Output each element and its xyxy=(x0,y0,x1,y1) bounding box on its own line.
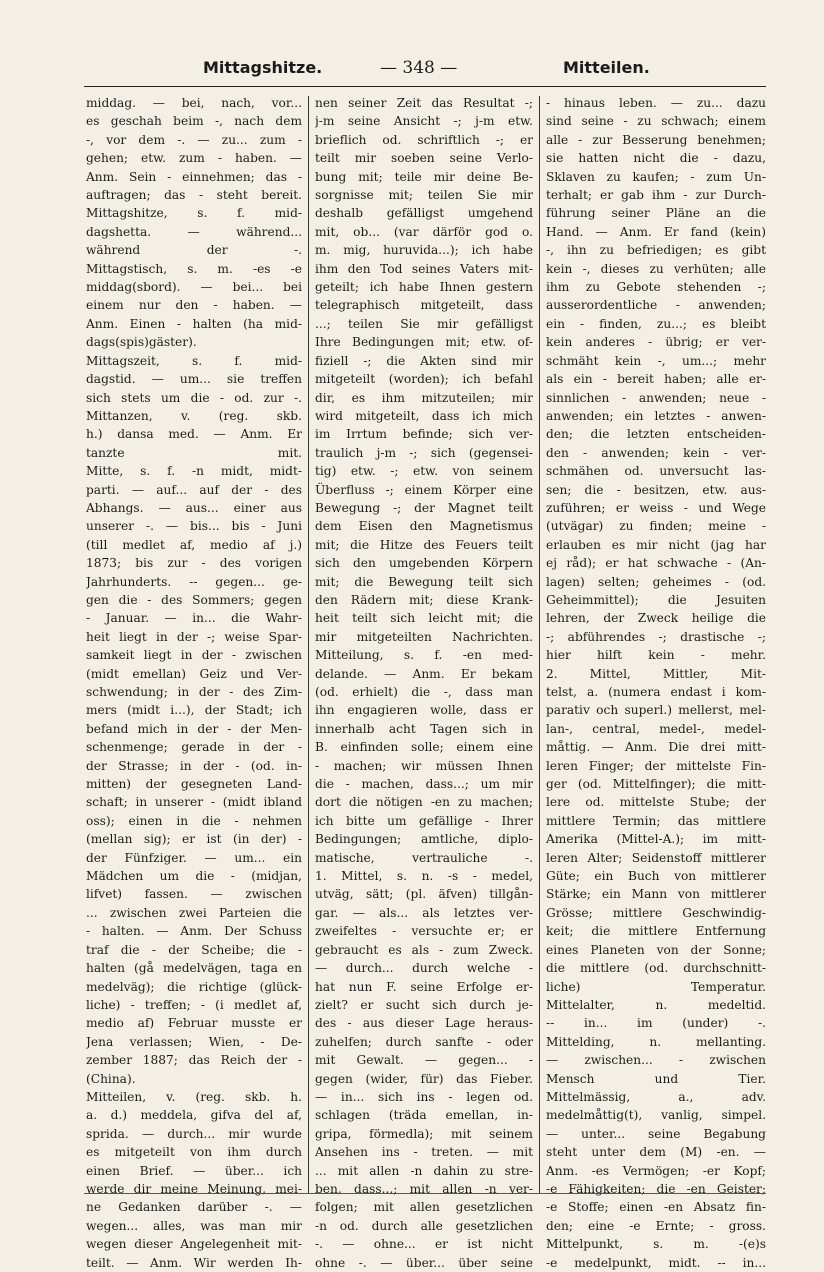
text-line: folgen; mit allen gesetzlichen xyxy=(315,1200,533,1215)
text-line: (till medlet af, medio af j.) xyxy=(86,537,302,552)
text-line: während der -. xyxy=(86,243,302,258)
text-line: -e Stoffe; einen -en Absatz fin- xyxy=(546,1200,766,1215)
text-line: Stärke; ein Mann von mittlerer xyxy=(546,887,766,902)
text-line: telegraphisch mitgeteilt, dass xyxy=(315,298,533,313)
text-line: -, ihn zu befriedigen; es gibt xyxy=(546,243,766,258)
text-line: es geschah beim -, nach dem xyxy=(86,114,302,129)
text-line: liche) Temperatur. xyxy=(546,979,766,994)
text-line: führung seiner Pläne an die xyxy=(546,206,766,221)
text-line: gar. — als... als letztes ver- xyxy=(315,905,533,920)
text-line: mit Gewalt. — gegen... - xyxy=(315,1053,533,1068)
text-line: — in... sich ins - legen od. xyxy=(315,1089,533,1104)
text-line: es mitgeteilt von ihm durch xyxy=(86,1145,302,1160)
text-line: -e Fähigkeiten; die -en Geister; xyxy=(546,1181,766,1196)
text-line: kein -, dieses zu verhüten; alle xyxy=(546,261,766,276)
text-line: anwenden; ein letztes - anwen- xyxy=(546,408,766,423)
text-line: utväg, sätt; (pl. äfven) tillgån- xyxy=(315,887,533,902)
text-line: deshalb gefälligst umgehend xyxy=(315,206,533,221)
text-line: mit; die Bewegung teilt sich xyxy=(315,574,533,589)
text-line: den; die letzten entscheiden- xyxy=(546,427,766,442)
text-line: samkeit liegt in der - zwischen xyxy=(86,648,302,663)
text-line: gehen; etw. zum - haben. — xyxy=(86,151,302,166)
text-line: schlagen (träda emellan, in- xyxy=(315,1108,533,1123)
text-line: mit, ob... (var därför god o. xyxy=(315,224,533,239)
text-line: unserer -. — bis... bis - Juni xyxy=(86,519,302,534)
text-line: bung mit; teile mir deine Be- xyxy=(315,169,533,184)
text-line: Ansehen ins - treten. — mit xyxy=(315,1145,533,1160)
text-line: Amerika (Mittel-A.); im mitt- xyxy=(546,832,766,847)
text-line: schenmenge; gerade in der - xyxy=(86,740,302,755)
text-line: Sklaven zu kaufen; - zum Un- xyxy=(546,169,766,184)
text-line: dort die nötigen -en zu machen; xyxy=(315,795,533,810)
text-line: Mittagshitze, s. f. mid- xyxy=(86,206,302,221)
text-line: der Strasse; in der - (od. in- xyxy=(86,758,302,773)
text-line: oss); einen in die - nehmen xyxy=(86,813,302,828)
text-line: ... zwischen zwei Parteien die xyxy=(86,905,302,920)
text-line: ich bitte um gefällige - Ihrer xyxy=(315,813,533,828)
text-line: tig) etw. -; etw. von seinem xyxy=(315,464,533,479)
text-line: ein - finden, zu...; es bleibt xyxy=(546,316,766,331)
text-line: Grösse; mittlere Geschwindig- xyxy=(546,905,766,920)
text-line: Jahrhunderts. -- gegen... ge- xyxy=(86,574,302,589)
text-line: dagshetta. — während... xyxy=(86,224,302,239)
text-line: måttig. — Anm. Die drei mitt- xyxy=(546,740,766,755)
text-line: die mittlere (od. durchschnitt- xyxy=(546,961,766,976)
text-line: erlauben es mir nicht (jag har xyxy=(546,537,766,552)
text-line: lere od. mittelste Stube; der xyxy=(546,795,766,810)
text-line: auftragen; das - steht bereit. xyxy=(86,188,302,203)
text-line: heit teilt sich leicht mit; die xyxy=(315,611,533,626)
text-line: ihn engagieren wolle, dass er xyxy=(315,703,533,718)
text-line: — durch... durch welche - xyxy=(315,961,533,976)
text-line: den Rädern mit; diese Krank- xyxy=(315,592,533,607)
running-head-right: Mitteilen. xyxy=(563,58,650,77)
text-line: Mittanzen, v. (reg. skb. xyxy=(86,408,302,423)
text-line: sinnlichen - anwenden; neue - xyxy=(546,390,766,405)
text-line: -. — ohne... er ist nicht xyxy=(315,1237,533,1252)
text-line: h.) dansa med. — Anm. Er xyxy=(86,427,302,442)
text-line: traulich j-m -; sich (gegensei- xyxy=(315,445,533,460)
text-line: Mädchen um die - (midjan, xyxy=(86,869,302,884)
text-line: gebraucht es als - zum Zweck. xyxy=(315,942,533,957)
text-line: innerhalb acht Tagen sich in xyxy=(315,721,533,736)
column-3 xyxy=(546,94,766,1272)
text-line: lehren, der Zweck heilige die xyxy=(546,611,766,626)
text-line: dir, es ihm mitzuteilen; mir xyxy=(315,390,533,405)
text-line: Anm. -es Vermögen; -er Kopf; xyxy=(546,1163,766,1178)
text-line: ohne -. — über... über seine xyxy=(315,1255,533,1270)
text-line: Mitteilen, v. (reg. skb. h. xyxy=(86,1089,302,1104)
text-line: lagen) selten; geheimes - (od. xyxy=(546,574,766,589)
text-line: gen die - des Sommers; gegen xyxy=(86,592,302,607)
text-line: schaft; in unserer - (midt ibland xyxy=(86,795,302,810)
text-line: - hinaus leben. — zu... dazu xyxy=(546,96,766,110)
text-line: Abhangs. — aus... einer aus xyxy=(86,500,302,515)
text-line: 2. Mittel, Mittler, Mit- xyxy=(546,666,766,681)
text-line: sich stets um die - od. zur -. xyxy=(86,390,302,405)
text-line: mittlere Termin; das mittlere xyxy=(546,813,766,828)
text-line: Mittelalter, n. medeltid. xyxy=(546,997,766,1012)
text-line: den; eine -e Ernte; - gross. xyxy=(546,1218,766,1233)
text-line: j-m seine Ansicht -; j-m etw. xyxy=(315,114,533,129)
text-line: -; abführendes -; drastische -; xyxy=(546,629,766,644)
text-line: schmäht kein -, um...; mehr xyxy=(546,353,766,368)
footer-rule xyxy=(84,1193,766,1194)
text-line: Jena verlassen; Wien, - De- xyxy=(86,1034,302,1049)
text-line: Mittelding, n. mellanting. xyxy=(546,1034,766,1049)
text-line: ben, dass...; mit allen -n ver- xyxy=(315,1181,533,1196)
text-line: halten (gå medelvägen, taga en xyxy=(86,961,302,976)
text-line: parativ och superl.) mellerst, mel- xyxy=(546,703,766,718)
text-line: - halten. — Anm. Der Schuss xyxy=(86,924,302,939)
text-line: im Irrtum befinde; sich ver- xyxy=(315,427,533,442)
text-line: sich den umgebenden Körpern xyxy=(315,556,533,571)
column-divider xyxy=(308,96,309,1194)
running-head-left: Mittagshitze. xyxy=(203,58,323,77)
text-line: fiziell -; die Akten sind mir xyxy=(315,353,533,368)
text-line: sen; die - besitzen, etw. aus- xyxy=(546,482,766,497)
text-line: den - anwenden; kein - ver- xyxy=(546,445,766,460)
text-line: (China). xyxy=(86,1071,136,1086)
text-line: dem Eisen den Magnetismus xyxy=(315,519,533,534)
text-line: Anm. Einen - halten (ha mid- xyxy=(86,316,302,331)
text-line: mitgeteilt (worden); ich befahl xyxy=(315,372,533,387)
text-line: gripa, förmedla); mit seinem xyxy=(315,1126,533,1141)
text-line: hat nun F. seine Erfolge er- xyxy=(315,979,533,994)
text-line: mitten) der gesegneten Land- xyxy=(86,777,302,792)
text-line: Mittagstisch, s. m. -es -e xyxy=(86,261,302,276)
text-line: geteilt; ich habe Ihnen gestern xyxy=(315,280,533,295)
text-line: gegen (wider, für) das Fieber. xyxy=(315,1071,533,1086)
text-line: keit; die mittlere Entfernung xyxy=(546,924,766,939)
text-line: schmähen od. unversucht las- xyxy=(546,464,766,479)
text-line: -n od. durch alle gesetzlichen xyxy=(315,1218,533,1233)
text-line: die - machen, dass...; um mir xyxy=(315,777,533,792)
text-line: matische, vertrauliche -. xyxy=(315,850,533,865)
text-line: liche) - treffen; - (i medlet af, xyxy=(86,997,302,1012)
text-line: Bewegung -; der Magnet teilt xyxy=(315,500,533,515)
text-line: medelmåttig(t), vanlig, simpel. xyxy=(546,1108,766,1123)
text-line: einen Brief. — über... ich xyxy=(86,1163,302,1178)
text-line: werde dir meine Meinung, mei- xyxy=(86,1181,302,1196)
text-line: (midt emellan) Geiz und Ver- xyxy=(86,666,302,681)
text-line: mers (midt i...), der Stadt; ich xyxy=(86,703,302,718)
text-line: Mittagszeit, s. f. mid- xyxy=(86,353,302,368)
text-line: heit liegt in der -; weise Spar- xyxy=(86,629,302,644)
text-line: nen seiner Zeit das Resultat -; xyxy=(315,96,533,110)
text-line: B. einfinden solle; einem eine xyxy=(315,740,533,755)
text-line: Mitteilung, s. f. -en med- xyxy=(315,648,533,663)
text-line: zember 1887; das Reich der - xyxy=(86,1053,302,1068)
text-line: teilt mir soeben seine Verlo- xyxy=(315,151,533,166)
text-line: Anm. Sein - einnehmen; das - xyxy=(86,169,302,184)
text-line: Mittelmässig, a., adv. xyxy=(546,1089,766,1104)
text-line: parti. — auf... auf der - des xyxy=(86,482,302,497)
text-line: -, vor dem -. — zu... zum - xyxy=(86,132,302,147)
text-line: -- in... im (under) -. xyxy=(546,1016,766,1031)
text-line: telst, a. (numera endast i kom- xyxy=(546,685,766,699)
text-line: — zwischen... - zwischen xyxy=(546,1053,766,1068)
text-line: 1873; bis zur - des vorigen xyxy=(86,556,302,571)
text-line: (od. erhielt) die -, dass man xyxy=(315,685,533,699)
text-line: wegen dieser Angelegenheit mit- xyxy=(86,1237,302,1252)
text-line: Güte; ein Buch von mittlerer xyxy=(546,869,766,884)
text-line: ...; teilen Sie mir gefälligst xyxy=(315,316,533,331)
text-line: wird mitgeteilt, dass ich mich xyxy=(315,408,533,423)
text-line: kein anderes - übrig; er ver- xyxy=(546,335,766,350)
text-line: alle - zur Besserung benehmen; xyxy=(546,132,766,147)
text-line: medelväg); die richtige (glück- xyxy=(86,979,302,994)
text-line: lan-, central, medel-, medel- xyxy=(546,721,766,736)
text-line: wegen... alles, was man mir xyxy=(86,1218,302,1233)
text-line: Geheimmittel); die Jesuiten xyxy=(546,592,766,607)
text-line: lifvet) fassen. — zwischen xyxy=(86,887,302,902)
text-line: dags(spis)gäster). xyxy=(86,335,197,350)
column-1 xyxy=(86,94,302,1272)
text-line: zweifeltes - versuchte er; er xyxy=(315,924,533,939)
text-line: sorgnisse mit; teilen Sie mir xyxy=(315,188,533,203)
text-line: zielt? er sucht sich durch je- xyxy=(315,997,533,1012)
text-line: leren Finger; der mittelste Fin- xyxy=(546,758,766,773)
text-line: ihm den Tod seines Vaters mit- xyxy=(315,261,533,276)
text-line: Überfluss -; einem Körper eine xyxy=(315,482,533,497)
text-line: ej råd); er hat schwache - (An- xyxy=(546,556,766,571)
text-line: zuführen; er weiss - und Wege xyxy=(546,500,766,515)
text-line: ... mit allen -n dahin zu stre- xyxy=(315,1163,533,1178)
column-2 xyxy=(315,94,533,1272)
text-line: middag(sbord). — bei... bei xyxy=(86,280,302,295)
text-line: leren Alter; Seidenstoff mittlerer xyxy=(546,850,766,865)
text-line: ausserordentliche - anwenden; xyxy=(546,298,766,313)
text-line: medio af) Februar musste er xyxy=(86,1016,302,1031)
text-line: ihm zu Gebote stehenden -; xyxy=(546,280,766,295)
text-line: (mellan sig); er ist (in der) - xyxy=(86,832,302,847)
text-line: middag. — bei, nach, vor... xyxy=(86,96,302,110)
text-line: teilt. — Anm. Wir werden Ih- xyxy=(86,1255,302,1270)
text-line: mir mitgeteilten Nachrichten. xyxy=(315,629,533,644)
text-line: delande. — Anm. Er bekam xyxy=(315,666,533,681)
text-line: Mittelpunkt, s. m. -(e)s xyxy=(546,1237,766,1252)
text-line: eines Planeten von der Sonne; xyxy=(546,942,766,957)
text-line: einem nur den - haben. — xyxy=(86,298,302,313)
text-line: Mensch und Tier. xyxy=(546,1071,766,1086)
text-line: Bedingungen; amtliche, diplo- xyxy=(315,832,533,847)
text-line: sprida. — durch... mir wurde xyxy=(86,1126,302,1141)
text-line: steht unter dem (M) -en. — xyxy=(546,1145,766,1160)
text-line: befand mich in der - der Men- xyxy=(86,721,302,736)
column-divider xyxy=(539,96,540,1194)
text-line: mit; die Hitze des Feuers teilt xyxy=(315,537,533,552)
text-line: sie hatten nicht die - dazu, xyxy=(546,151,766,166)
text-line: ger (od. Mittelfinger); die mitt- xyxy=(546,777,766,792)
text-line: als ein - bereit haben; alle er- xyxy=(546,372,766,387)
text-line: zuhelfen; durch sanfte - oder xyxy=(315,1034,533,1049)
text-line: sind seine - zu schwach; einem xyxy=(546,114,766,129)
text-line: Ihre Bedingungen mit; etw. of- xyxy=(315,335,533,350)
text-line: der Fünfziger. — um... ein xyxy=(86,850,302,865)
page-number: — 348 — xyxy=(380,58,458,78)
text-line: Hand. — Anm. Er fand (kein) xyxy=(546,224,766,239)
text-line: dagstid. — um... sie treffen xyxy=(86,372,302,387)
text-line: ne Gedanken darüber -. — xyxy=(86,1200,302,1215)
text-line: 1. Mittel, s. n. -s - medel, xyxy=(315,869,533,884)
text-line: — unter... seine Begabung xyxy=(546,1126,766,1141)
text-line: traf die - der Scheibe; die - xyxy=(86,942,302,957)
text-line: - machen; wir müssen Ihnen xyxy=(315,758,533,773)
text-line: terhalt; er gab ihm - zur Durch- xyxy=(546,188,766,203)
text-line: tanzte mit. xyxy=(86,445,302,460)
text-line: (utvägar) zu finden; meine - xyxy=(546,519,766,534)
header-rule xyxy=(84,86,766,87)
text-line: - Januar. — in... die Wahr- xyxy=(86,611,302,626)
text-line: hier hilft kein - mehr. xyxy=(546,648,766,663)
text-line: brieflich od. schriftlich -; er xyxy=(315,132,533,147)
text-line: -e medelpunkt, midt. -- in... xyxy=(546,1255,766,1270)
text-line: schwendung; in der - des Zim- xyxy=(86,685,302,699)
text-line: des - aus dieser Lage heraus- xyxy=(315,1016,533,1031)
text-line: a. d.) meddela, gifva del af, xyxy=(86,1108,302,1123)
text-line: m. mig, huruvida...); ich habe xyxy=(315,243,533,258)
text-line: Mitte, s. f. -n midt, midt- xyxy=(86,464,302,479)
